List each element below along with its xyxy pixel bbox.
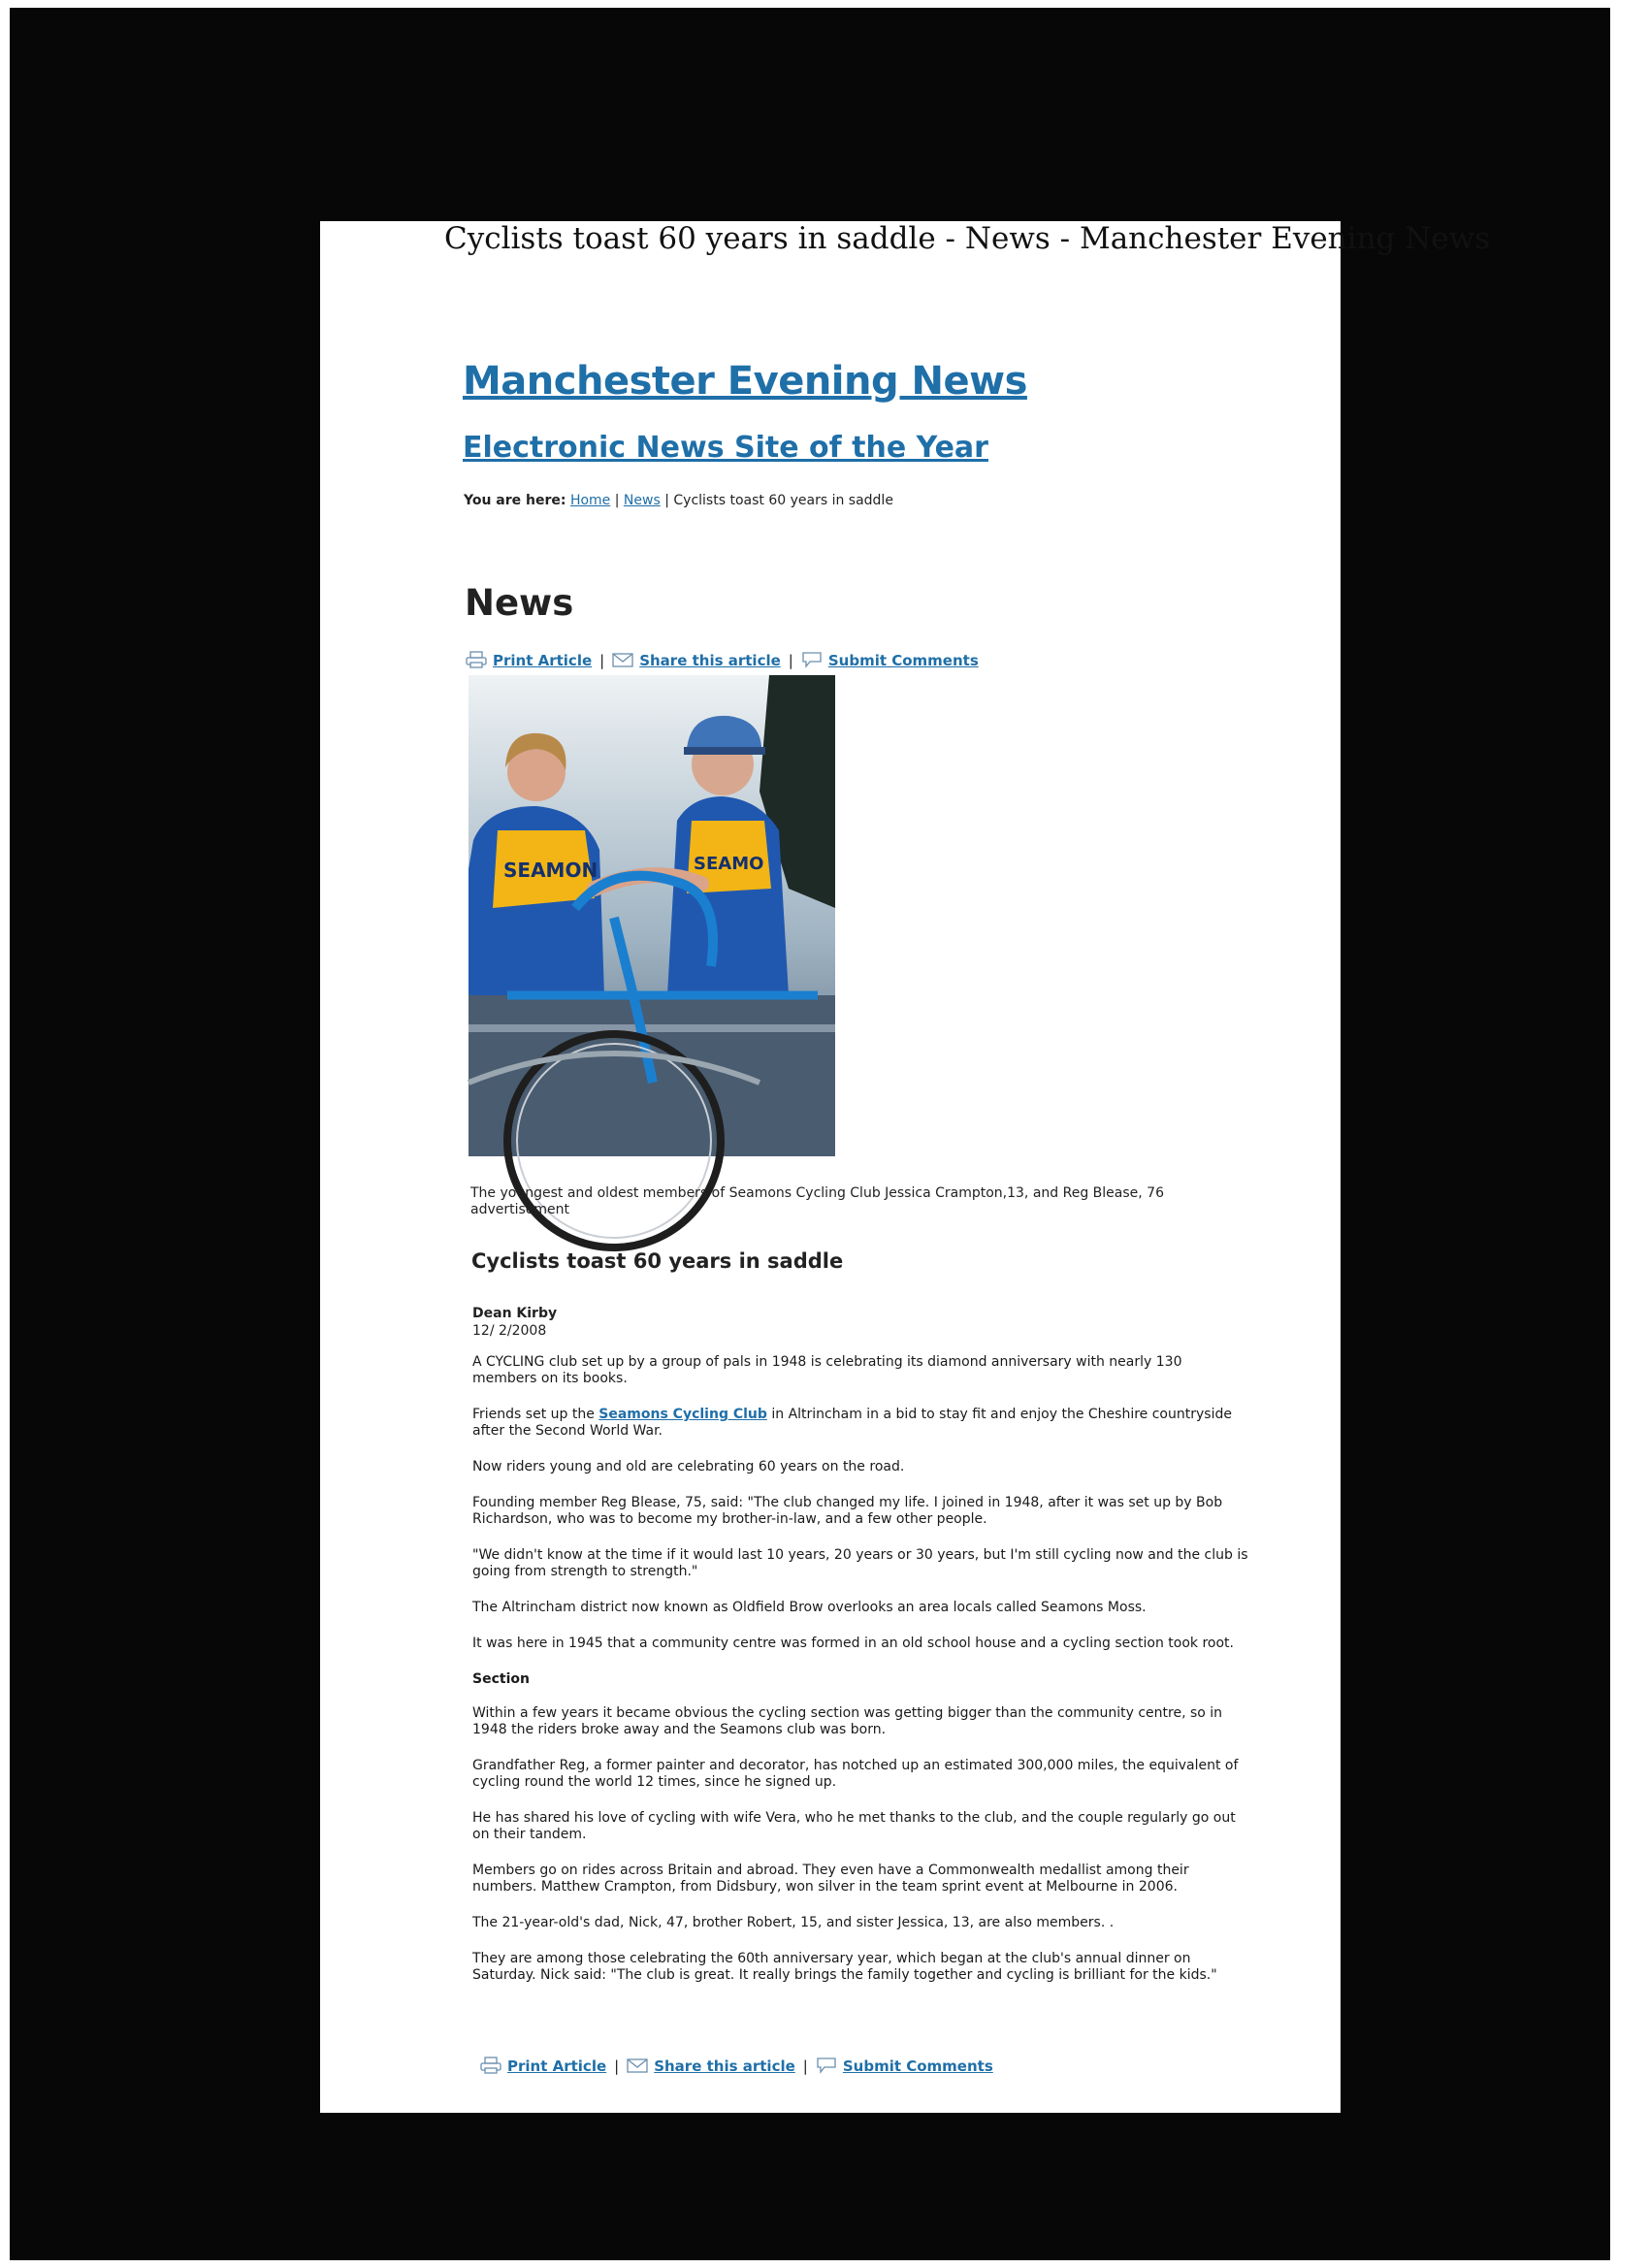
article-photo	[469, 675, 835, 1156]
tagline-link[interactable]: Electronic News Site of the Year	[463, 431, 988, 465]
paragraph: The 21-year-old's dad, Nick, 47, brother Robert, 15, and sister Jessica, 13, are also members. .	[472, 1915, 1115, 1930]
paragraph: A CYCLING club set up by a group of pals in 1948 is celebrating its diamond anniversary with nearly 130 members on its books.	[472, 1354, 1182, 1386]
breadcrumb-home-link[interactable]: Home	[569, 493, 611, 508]
printer-icon[interactable]	[466, 651, 487, 672]
breadcrumb-separator: |	[614, 493, 624, 508]
tools-separator: |	[614, 2057, 620, 2075]
printer-icon[interactable]	[480, 2057, 501, 2078]
print-article-link[interactable]: Print Article	[493, 652, 593, 669]
byline	[472, 1305, 557, 1340]
printed-page	[320, 221, 1491, 2113]
print-header-title: Cyclists toast 60 years in saddle - News - Manchester Evening News	[444, 221, 1491, 256]
paragraph: Within a few years it became obvious the cycling section was getting bigger than the community centre, so in 1948 the riders broke away and the Seamons club was born.	[472, 1705, 1223, 1737]
photo-caption	[470, 1185, 1208, 1218]
speech-bubble-icon[interactable]	[816, 2057, 837, 2078]
paragraph: They are among those celebrating the 60th anniversary year, which began at the club's annual dinner on Saturday. Nick said: "The club is great. It really brings the family together and cycling is brilliant for the kids."	[472, 1951, 1217, 1983]
tools-separator: |	[788, 652, 793, 669]
paragraph: Founding member Reg Blease, 75, said: "The club changed my life. I joined in 1948, after it was set up by Bob Richardson, who was to become my brother-in-law, and a few other people.	[472, 1495, 1223, 1527]
breadcrumb	[464, 493, 893, 508]
paragraph	[472, 1407, 1248, 1440]
breadcrumb-news-link[interactable]: News	[623, 493, 661, 508]
advertisement-label: advertisement	[470, 1202, 570, 1217]
paragraph: Now riders young and old are celebrating 60 years on the road.	[472, 1459, 905, 1474]
article-headline: Cyclists toast 60 years in saddle	[471, 1249, 844, 1273]
paragraph: "We didn't know at the time if it would last 10 years, 20 years or 30 years, but I'm still cycling now and the club is going from strength to strength."	[472, 1547, 1248, 1579]
section-title: News	[465, 582, 574, 624]
tools-separator: |	[802, 2057, 808, 2075]
share-article-link[interactable]: Share this article	[654, 2057, 795, 2075]
caption-text: The youngest and oldest members of Seamons Cycling Club Jessica Crampton,13, and Reg Blease, 76	[470, 1185, 1164, 1201]
subheading: Section	[472, 1671, 530, 1687]
paragraph: The Altrincham district now known as Oldfield Brow overlooks an area locals called Seamons Moss.	[472, 1600, 1147, 1615]
article-body	[472, 1354, 1248, 2003]
print-article-link[interactable]: Print Article	[507, 2057, 607, 2075]
share-article-link[interactable]: Share this article	[639, 652, 781, 669]
paragraph: He has shared his love of cycling with wife Vera, who he met thanks to the club, and the couple regularly go out on their tandem.	[472, 1810, 1236, 1842]
masthead-link[interactable]: Manchester Evening News	[463, 359, 1027, 404]
envelope-icon[interactable]	[612, 653, 633, 672]
paragraph: Grandfather Reg, a former painter and decorator, has notched up an estimated 300,000 miles, the equivalent of cycling round the world 12 times, since he signed up.	[472, 1758, 1239, 1790]
article-tools-top	[466, 651, 979, 672]
paragraph: It was here in 1945 that a community centre was formed in an old school house and a cycling section took root.	[472, 1636, 1234, 1651]
breadcrumb-current: Cyclists toast 60 years in saddle	[673, 493, 893, 508]
submit-comments-link[interactable]: Submit Comments	[842, 2057, 993, 2075]
envelope-icon[interactable]	[627, 2058, 648, 2078]
breadcrumb-label: You are here:	[464, 493, 566, 508]
article-tools-bottom	[480, 2057, 993, 2078]
paragraph-text: in Altrincham in a bid to stay fit and enjoy the Cheshire countryside after the Second World War.	[472, 1407, 1232, 1439]
tools-separator: |	[599, 652, 605, 669]
article-date: 12/ 2/2008	[472, 1323, 547, 1339]
seamons-cycling-club-link[interactable]: Seamons Cycling Club	[598, 1407, 767, 1422]
breadcrumb-separator: |	[664, 493, 674, 508]
author-name: Dean Kirby	[472, 1306, 558, 1321]
svg-text:SEAMO: SEAMO	[694, 854, 764, 874]
submit-comments-link[interactable]: Submit Comments	[827, 652, 979, 669]
speech-bubble-icon[interactable]	[801, 651, 823, 672]
paragraph: Members go on rides across Britain and abroad. They even have a Commonwealth medallist among their numbers. Matthew Crampton, from Didsbury, won silver in the team sprint event at Melbourne in 2006.	[472, 1863, 1189, 1895]
paragraph-text: Friends set up the	[472, 1407, 599, 1422]
svg-text:SEAMON: SEAMON	[503, 859, 598, 882]
